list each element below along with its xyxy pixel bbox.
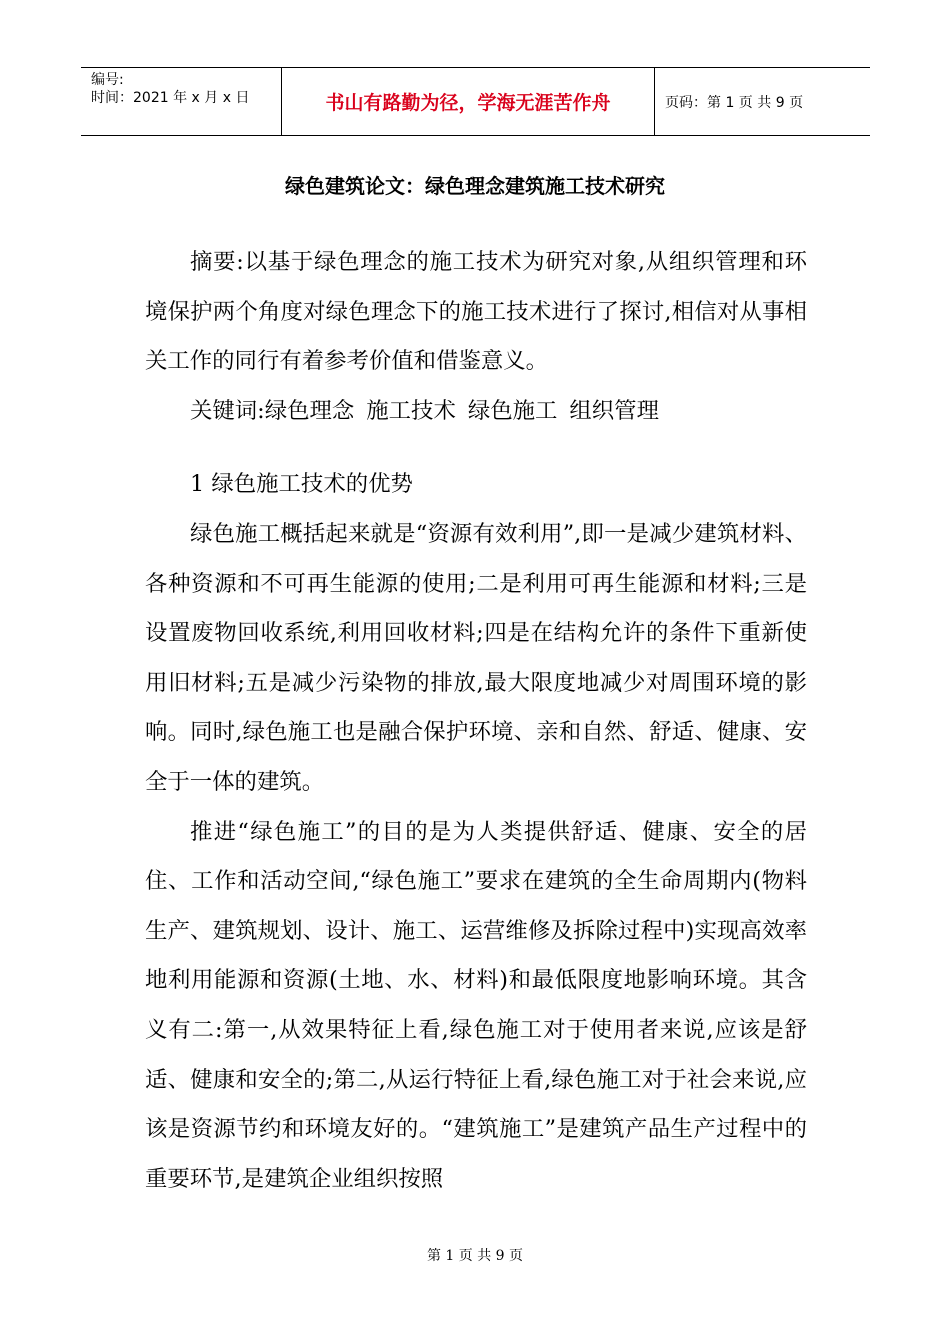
document-body (145, 238, 807, 1204)
section-spacer (145, 436, 807, 460)
section-heading: 1 绿色施工技术的优势 (190, 471, 413, 498)
page-footer: 第 1 页 共 9 页 (426, 1248, 524, 1264)
header-motto-cell (281, 68, 655, 135)
body-paragraph: 推进“绿色施工”的目的是为人类提供舒适、健康、安全的居住、工作和活动空间,“绿色施工”要求在建筑的全生命周期内(物料生产、建筑规划、设计、施工、运营维修及拆除过程中)实现高效率地利用能源和资源(土地、水、材料)和最低限度地影响环境。其含义有二:第一,从效果特征上看,绿色施工对于使用者来说,应该是舒适、健康和安全的;第二,从运行特征上看,绿色施工对于社会来说,应该是资源节约和环境友好的。“建筑施工”是建筑产品生产过程中的重要环节,是建筑企业组织按照 (145, 818, 807, 1192)
header-page-info: 页码：第 1 页 共 9 页 (665, 94, 804, 111)
keyword-item: 绿色施工 (467, 397, 558, 424)
header-motto: 书山有路勤为径，学海无涯苦作舟 (325, 92, 611, 114)
document-title: 绿色建筑论文：绿色理念建筑施工技术研究 (285, 174, 665, 198)
document-time-label: 时间：2021 年 x 月 x 日 (91, 90, 250, 106)
keyword-item: 施工技术 (366, 397, 456, 424)
keywords-line (145, 387, 807, 437)
keyword-item: 组织管理 (569, 397, 659, 424)
header-page-cell (655, 68, 870, 135)
abstract-paragraph: 摘要:以基于绿色理念的施工技术为研究对象,从组织管理和环境保护两个角度对绿色理念下的施工技术进行了探讨,相信对从事相关工作的同行有着参考价值和借鉴意义。 (145, 249, 807, 375)
document-number-label: 编号: (91, 72, 124, 88)
header-meta-cell (81, 68, 281, 135)
header-table (81, 67, 870, 136)
keywords-label: 关键词: (190, 397, 265, 424)
body-paragraph: 绿色施工概括起来就是“资源有效利用”,即一是减少建筑材料、各种资源和不可再生能源的使用;二是利用可再生能源和材料;三是设置废物回收系统,利用回收材料;四是在结构允许的条件下重新使用旧材料;五是减少污染物的排放,最大限度地减少对周围环境的影响。同时,绿色施工也是融合保护环境、亲和自然、舒适、健康、安全于一体的建筑。 (145, 520, 807, 795)
keyword-item: 绿色理念 (264, 397, 355, 424)
